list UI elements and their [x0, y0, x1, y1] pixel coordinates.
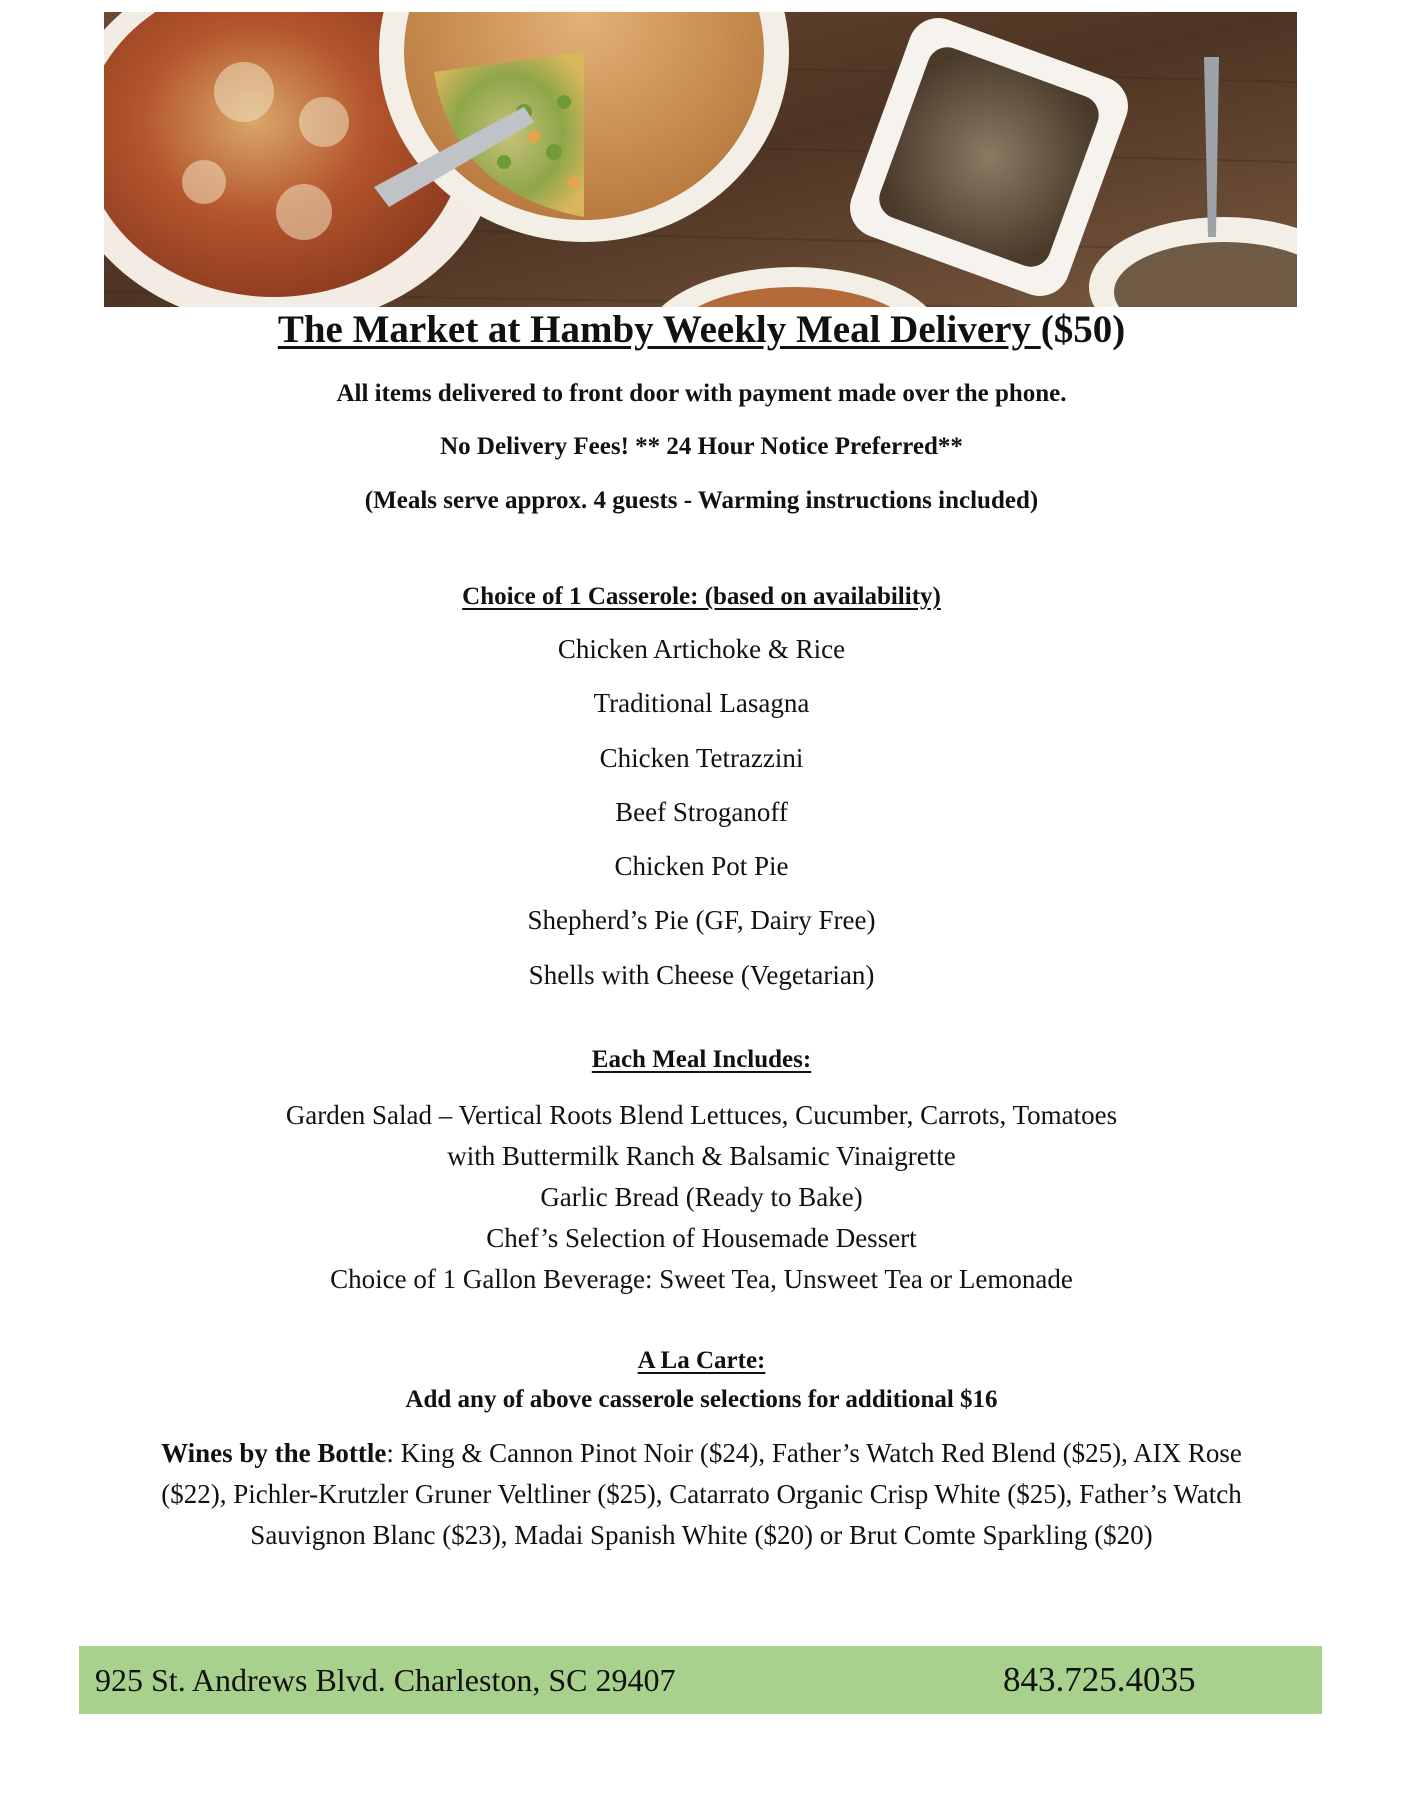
list-item: Traditional Lasagna [593, 688, 810, 719]
title-price: ($50) [1040, 308, 1126, 351]
serving-info-line: (Meals serve approx. 4 guests - Warming instructions included) [364, 487, 1039, 514]
alacarte-heading: A La Carte: [637, 1347, 766, 1374]
contact-footer [79, 1646, 1322, 1714]
page-title [0, 306, 1403, 354]
wines-label: Wines by the Bottle [161, 1438, 387, 1468]
meal-line: Chef’s Selection of Housemade Dessert [486, 1223, 917, 1253]
list-item: Shepherd’s Pie (GF, Dairy Free) [527, 905, 876, 936]
delivery-info-line: All items delivered to front door with payment made over the phone. [336, 380, 1067, 407]
casserole-heading: Choice of 1 Casserole: (based on availability) [462, 583, 941, 610]
list-item: Chicken Pot Pie [614, 851, 789, 882]
list-item: Shells with Cheese (Vegetarian) [528, 959, 875, 990]
hero-food-photo [104, 12, 1297, 307]
meal-line: Garden Salad – Vertical Roots Blend Lettuces, Cucumber, Carrots, Tomatoes [285, 1100, 1118, 1130]
meal-line: Garlic Bread (Ready to Bake) [540, 1182, 863, 1212]
list-item: Chicken Artichoke & Rice [557, 634, 846, 664]
meal-includes-heading: Each Meal Includes: [591, 1046, 812, 1073]
meal-line: Choice of 1 Gallon Beverage: Sweet Tea, Unsweet Tea or Lemonade [330, 1264, 1073, 1294]
alacarte-subheading: Add any of above casserole selections for additional $16 [405, 1386, 998, 1413]
title-text: The Market at Hamby Weekly Meal Delivery [277, 308, 1041, 351]
meal-line: with Buttermilk Ranch & Balsamic Vinaigrette [447, 1141, 956, 1171]
address-text: 925 St. Andrews Blvd. Charleston, SC 29407 [95, 1662, 676, 1698]
wines-paragraph [150, 1433, 1253, 1556]
delivery-fees-line: No Delivery Fees! ** 24 Hour Notice Preferred** [440, 433, 963, 460]
casserole-list [0, 633, 1403, 1013]
phone-number[interactable]: 843.725.4035 [1003, 1660, 1196, 1699]
list-item: Beef Stroganoff [615, 796, 788, 827]
list-item: Chicken Tetrazzini [599, 742, 804, 773]
meal-includes-list [0, 1095, 1403, 1300]
wines-text: : King & Cannon Pinot Noir ($24), Father’s Watch Red Blend ($25), AIX Rose ($22), Pichler-Krutzler Gruner Veltliner ($25), Catarrato Organic Crisp White ($25), Father’s Watch Sauvignon Blanc ($23), Madai Spanish White ($20) or Brut Comte Sparkling ($20) [161, 1438, 1242, 1550]
